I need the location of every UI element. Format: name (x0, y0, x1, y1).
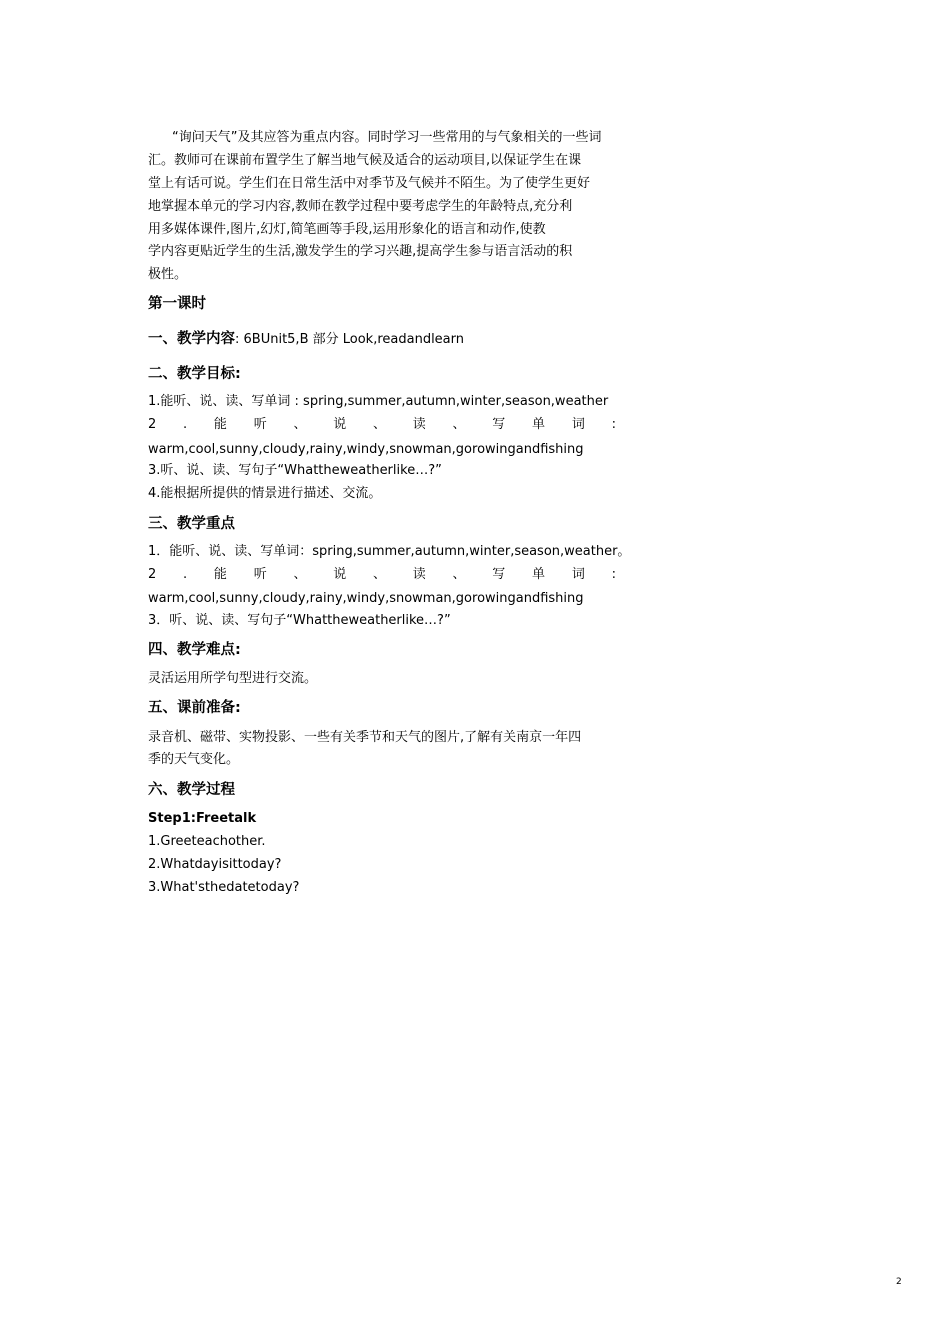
section1-heading: 一、教学内容 (148, 331, 235, 347)
section3-item2-token: 词 (571, 567, 585, 582)
intro-line-3: 堂上有话可说。学生们在日常生活中对季节及气候并不陌生。为了使学生更好 (148, 176, 591, 191)
section2-item3: 3.听、说、读、写句子“Whattheweatherlike…?” (148, 463, 442, 478)
section3-item2-token: 、 (293, 567, 307, 582)
page-number: 2 (896, 1277, 902, 1287)
section2-heading: 二、教学目标: (148, 366, 241, 382)
section2-item2-token: 、 (372, 417, 386, 432)
section2-item2-token: 、 (452, 417, 466, 432)
section3-item1: 1．能听、说、读、写单词：spring,summer,autumn,winter,season,weather。 (148, 544, 631, 559)
section3-item2-continuation: warm,cool,sunny,cloudy,rainy,windy,snowman,gorowingandfishing (148, 591, 584, 606)
section5-heading: 五、课前准备: (148, 700, 241, 716)
section2-item2-token: 词 (571, 417, 585, 432)
section3-item2-token: 2 (148, 567, 157, 582)
step1-item-2: 2.Whatdayisittoday? (148, 857, 282, 872)
section3-item2-row (148, 566, 616, 584)
intro-line-4: 地掌握本单元的学习内容,教师在教学过程中要考虑学生的年龄特点,充分利 (148, 199, 573, 214)
section2-item2-token: 、 (293, 417, 307, 432)
section4-heading: 四、教学难点: (148, 642, 241, 658)
section3-heading: 三、教学重点 (148, 516, 235, 532)
intro-line-2: 汇。教师可在课前布置学生了解当地气候及适合的运动项目,以保证学生在课 (148, 153, 582, 168)
section2-item2-token: 读 (412, 417, 426, 432)
section5-line-1: 录音机、磁带、实物投影、一些有关季节和天气的图片,了解有关南京一年四 (148, 730, 582, 745)
section2-item2-token: . (183, 417, 188, 432)
intro-line-1: “询问天气”及其应答为重点内容。同时学习一些常用的与气象相关的一些词 (172, 130, 602, 145)
section5-line-2: 季的天气变化。 (148, 752, 240, 767)
lesson-title: 第一课时 (148, 296, 206, 312)
section3-item2-token: 能 (213, 567, 227, 582)
section2-item2-token: 说 (333, 417, 347, 432)
section2-item2-token: 听 (253, 417, 267, 432)
section4-content: 灵活运用所学句型进行交流。 (148, 671, 318, 686)
step1-item-1: 1.Greeteachother. (148, 834, 266, 849)
intro-line-5: 用多媒体课件,图片,幻灯,简笔画等手段,运用形象化的语言和动作,使教 (148, 222, 546, 237)
section2-item2-token: 写 (492, 417, 506, 432)
section2-item2-token: 单 (532, 417, 546, 432)
intro-line-6: 学内容更贴近学生的生活,激发学生的学习兴趣,提高学生参与语言活动的积 (148, 244, 573, 259)
section1-row (148, 330, 464, 349)
section3-item3: 3．听、说、读、写句子“Whattheweatherlike…?” (148, 613, 451, 628)
section1-content: : 6BUnit5,B 部分 Look,readandlearn (235, 332, 464, 347)
section3-item2-token: : (611, 567, 616, 582)
section2-item1: 1.能听、说、读、写单词 : spring,summer,autumn,winter,season,weather (148, 394, 609, 409)
section3-item2-token: . (183, 567, 188, 582)
intro-line-7: 极性。 (148, 267, 188, 282)
section2-item2-token: : (611, 417, 616, 432)
section3-item2-token: 写 (492, 567, 506, 582)
section2-item2-continuation: warm,cool,sunny,cloudy,rainy,windy,snowman,gorowingandfishing (148, 442, 584, 457)
section3-item2-token: 、 (372, 567, 386, 582)
section6-heading: 六、教学过程 (148, 782, 235, 798)
section2-item2-token: 能 (213, 417, 227, 432)
section2-item2-row (148, 416, 616, 434)
section3-item2-token: 读 (412, 567, 426, 582)
step1-title: Step1:Freetalk (148, 811, 257, 826)
section3-item2-token: 说 (333, 567, 347, 582)
section2-item2-token: 2 (148, 417, 157, 432)
step1-item-3: 3.What'sthedatetoday? (148, 880, 300, 895)
section3-item2-token: 单 (532, 567, 546, 582)
section2-item4: 4.能根据所提供的情景进行描述、交流。 (148, 486, 382, 501)
section3-item2-token: 、 (452, 567, 466, 582)
section3-item2-token: 听 (253, 567, 267, 582)
